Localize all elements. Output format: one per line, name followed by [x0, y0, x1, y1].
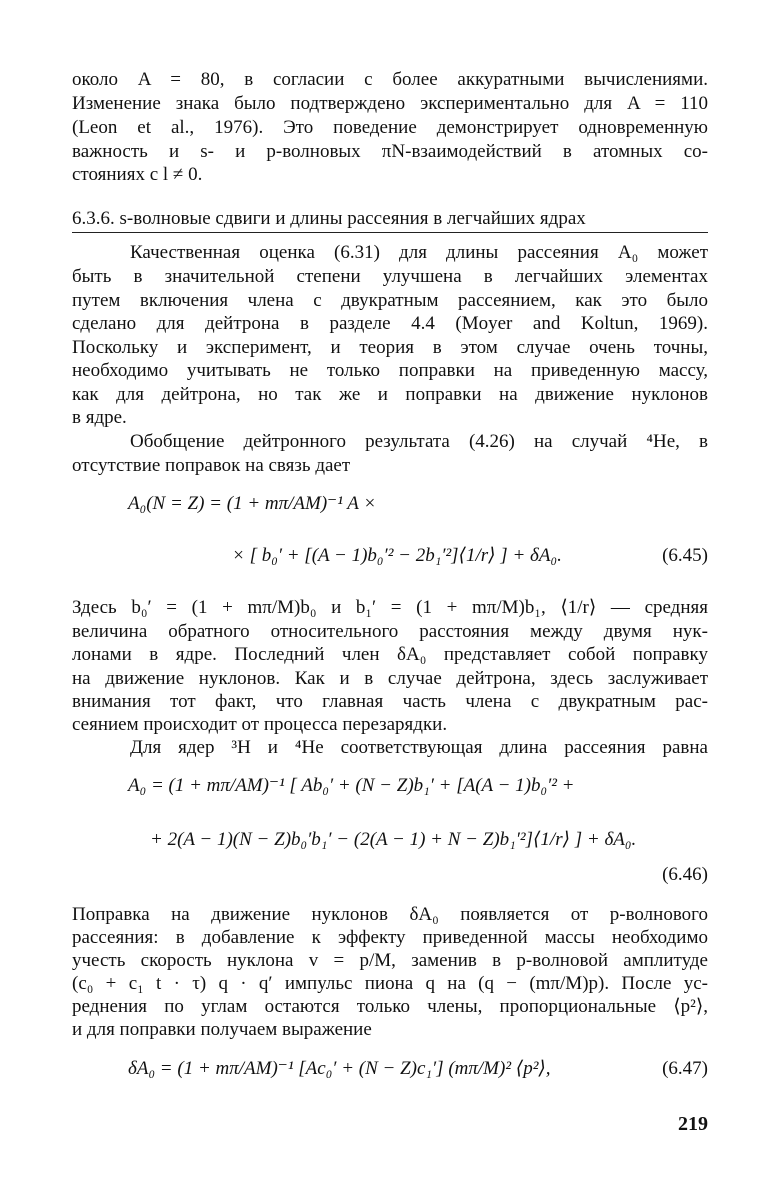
- text-line: внимания тот факт, что главная часть члена с двукратным рас-: [72, 691, 708, 712]
- equation-number: (6.46): [662, 864, 708, 885]
- text-line: лонами в ядре. Последний член δA₀ представляет собой поправку: [72, 644, 708, 665]
- equation-6-45-line1: A₀(N = Z) = (1 + mπ/AM)⁻¹ A ×: [128, 493, 377, 514]
- equation-6-47: δA₀ = (1 + mπ/AM)⁻¹ [Ac₀′ + (N − Z)c₁′] (mπ/M)² ⟨p²⟩,: [128, 1058, 551, 1079]
- text-line: (Leon et al., 1976). Это поведение демонстрирует одновременную: [72, 117, 708, 138]
- text-line: реднения по углам остаются только члены, пропорциональные ⟨p²⟩,: [72, 996, 708, 1017]
- section-heading: 6.3.6. s-волновые сдвиги и длины рассеяния в легчайших ядрах: [72, 208, 708, 233]
- text-line: Для ядер ³H и ⁴He соответствующая длина рассеяния равна: [130, 737, 708, 758]
- text-line: необходимо учитывать не только поправки на приведенную массу,: [72, 360, 708, 381]
- text-line: и для поправки получаем выражение: [72, 1019, 372, 1040]
- text-line: Изменение знака было подтверждено экспериментально для A = 110: [72, 93, 708, 114]
- text-line: отсутствие поправок на связь дает: [72, 455, 351, 476]
- text-line: Поправка на движение нуклонов δA₀ появляется от p-волнового: [72, 904, 708, 925]
- text-line: Поскольку и эксперимент, и теория в этом случае очень точны,: [72, 337, 708, 358]
- equation-number: (6.45): [662, 545, 708, 566]
- text-line: важность и s- и p-волновых πN-взаимодействий в атомных со-: [72, 141, 708, 162]
- text-line: быть в значительной степени улучшена в легчайших элементах: [72, 266, 708, 287]
- text-line: сеянием происходит от процесса перезарядки.: [72, 714, 448, 735]
- page-number: 219: [678, 1113, 708, 1135]
- text-line: Здесь b₀′ = (1 + mπ/M)b₀ и b₁′ = (1 + mπ/M)b₁, ⟨1/r⟩ — средняя: [72, 597, 708, 618]
- equation-number: (6.47): [662, 1058, 708, 1079]
- text-line: Обобщение дейтронного результата (4.26) на случай ⁴He, в: [130, 431, 708, 452]
- equation-6-46-line1: A₀ = (1 + mπ/AM)⁻¹ [ Ab₀′ + (N − Z)b₁′ + [A(A − 1)b₀′² +: [128, 775, 575, 796]
- equation-6-46-line2: + 2(A − 1)(N − Z)b₀′b₁′ − (2(A − 1) + N − Z)b₁′²]⟨1/r⟩ ] + δA₀.: [150, 829, 637, 850]
- text-line: как для дейтрона, но так же и поправки на движение нуклонов: [72, 384, 708, 405]
- text-line: Качественная оценка (6.31) для длины рассеяния A₀ может: [130, 242, 708, 263]
- text-line: величина обратного относительного расстояния между двумя нук-: [72, 621, 708, 642]
- text-line: на движение нуклонов. Как и в случае дейтрона, здесь заслуживает: [72, 668, 708, 689]
- text-line: около A = 80, в согласии с более аккуратными вычислениями.: [72, 69, 708, 90]
- text-line: сделано для дейтрона в разделе 4.4 (Moyer and Koltun, 1969).: [72, 313, 708, 334]
- text-line: рассеяния: в добавление к эффекту приведенной массы необходимо: [72, 927, 708, 948]
- text-line: учесть скорость нуклона v = p/M, заменив в p-волновой амплитуде: [72, 950, 708, 971]
- equation-6-45-line2: × [ b₀′ + [(A − 1)b₀′² − 2b₁′²]⟨1/r⟩ ] + δA₀.: [232, 545, 562, 566]
- text-line: стояниях с l ≠ 0.: [72, 164, 203, 185]
- text-line: путем включения члена с двукратным рассеянием, как это было: [72, 290, 708, 311]
- text-line: в ядре.: [72, 407, 127, 428]
- text-line: (c₀ + c₁ t · τ) q · q′ импульс пиона q на (q − (mπ/M)p). После ус-: [72, 973, 708, 994]
